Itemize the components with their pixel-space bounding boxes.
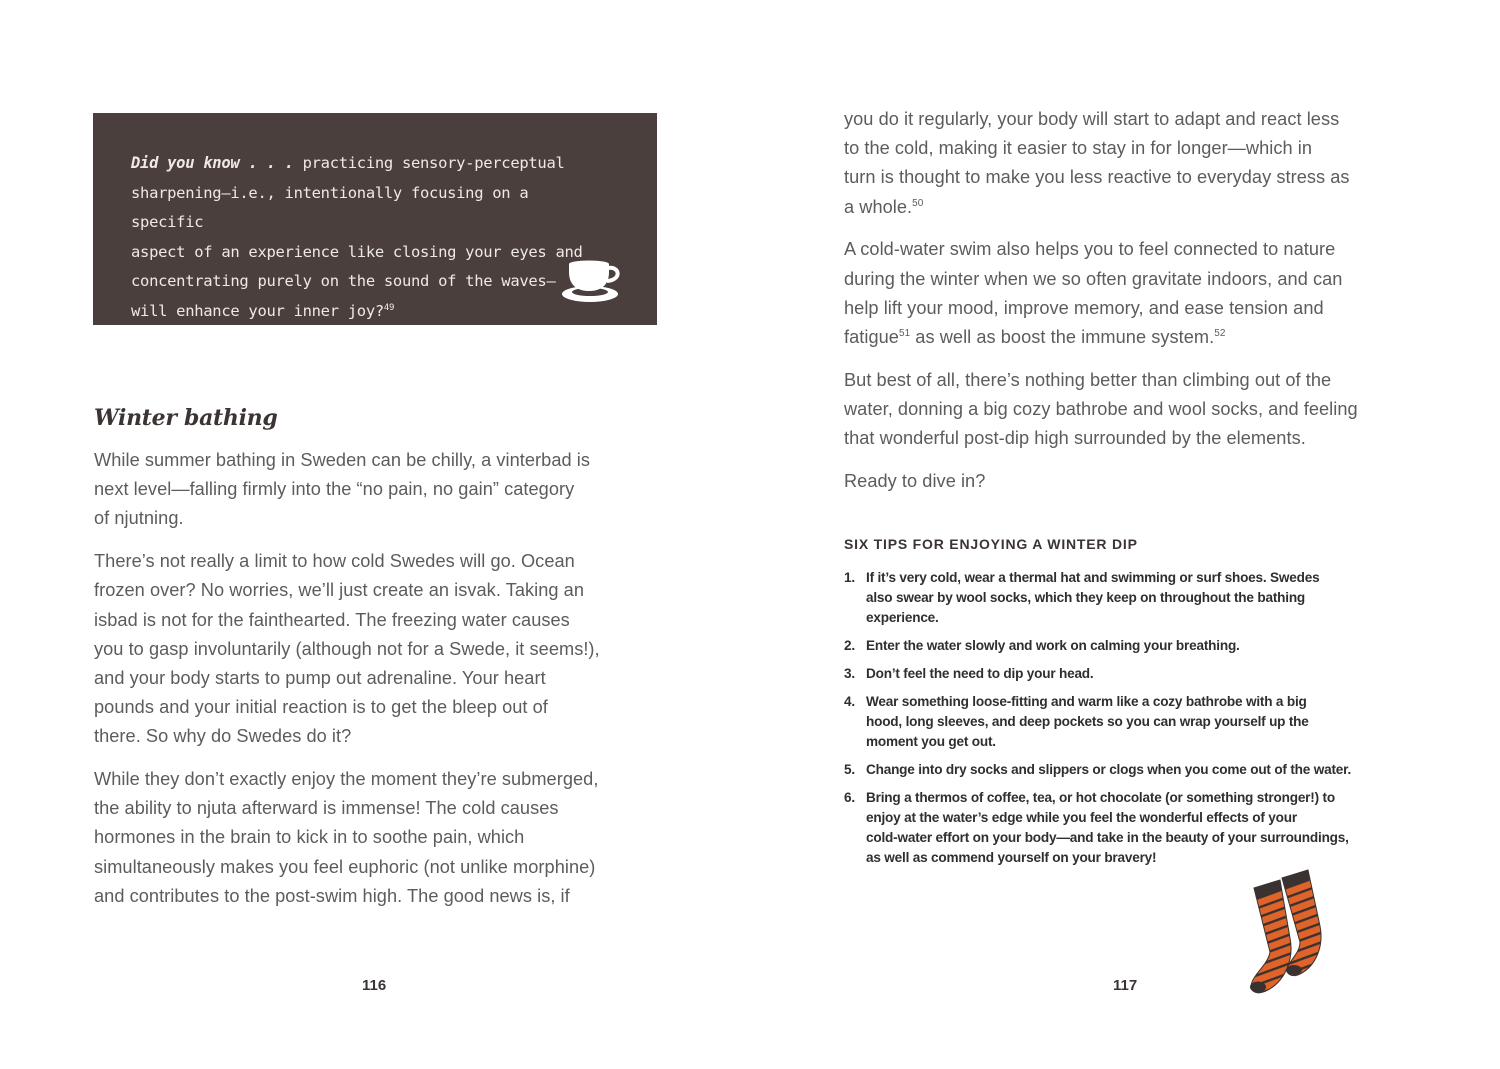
tip-line: enjoy at the water’s edge while you feel the wonderful effects of your	[866, 810, 1297, 825]
text-line: While summer bathing in Sweden can be chilly, a vinterbad is	[94, 450, 590, 470]
tips-heading: SIX TIPS FOR ENJOYING A WINTER DIP	[844, 536, 1138, 552]
tip-number: 5.	[844, 762, 855, 777]
footnote-marker: 49	[383, 302, 395, 313]
text-line: While they don’t exactly enjoy the moment they’re submerged,	[94, 769, 599, 790]
tip-item	[844, 664, 1414, 684]
did-you-know-lead: Did you know . . .	[131, 154, 294, 172]
did-you-know-line: will enhance your inner joy?	[131, 301, 384, 320]
tip-line: experience.	[866, 610, 939, 625]
text-line: next level—falling firmly into the “no pain, no gain” category	[94, 479, 575, 500]
page-number: 116	[362, 977, 387, 994]
text-line: as well as boost the immune system.	[910, 326, 1215, 347]
text-line: there. So why do Swedes do it?	[94, 726, 352, 747]
did-you-know-line: practicing sensory-perceptual	[293, 154, 565, 172]
text-line: during the winter when we so often gravitate indoors, and can	[844, 268, 1343, 289]
tip-line: Change into dry socks and slippers or clogs when you come out of the water.	[866, 762, 1352, 777]
footnote-marker: 51	[898, 327, 911, 339]
did-you-know-line: concentrating purely on the sound of the waves—	[131, 272, 556, 290]
text-line: the ability to njuta afterward is immense! The cold causes	[94, 798, 559, 819]
paragraph	[844, 366, 1408, 454]
text-line: isbad is not for the fainthearted. The freezing water causes	[94, 609, 570, 630]
text-line: turn is thought to make you less reactive to everyday stress as	[844, 167, 1350, 188]
tip-line: hood, long sleeves, and deep pockets so you can wrap yourself up the	[866, 714, 1309, 729]
text-line: pounds and your initial reaction is to get the bleep out of	[94, 697, 548, 718]
text-line: But best of all, there’s nothing better than climbing out of the	[844, 369, 1332, 390]
text-line: to the cold, making it easier to stay in for longer—which in	[844, 138, 1313, 159]
paragraph	[94, 765, 658, 911]
text-line: There’s not really a limit to how cold Swedes will go. Ocean	[94, 551, 575, 572]
text-line: hormones in the brain to kick in to soothe pain, which	[94, 827, 525, 848]
tip-number: 1.	[844, 570, 855, 585]
wool-socks-icon	[1238, 866, 1338, 1000]
paragraph	[844, 235, 1408, 352]
text-line: and contributes to the post-swim high. The good news is, if	[94, 885, 570, 906]
text-line: you do it regularly, your body will start to adapt and react less	[844, 109, 1340, 129]
tip-line: Bring a thermos of coffee, tea, or hot chocolate (or something stronger!) to	[866, 790, 1335, 805]
text-line: help lift your mood, improve memory, and ease tension and	[844, 297, 1324, 318]
tip-line: also swear by wool socks, which they keep on throughout the bathing	[866, 590, 1306, 605]
paragraph	[94, 446, 658, 534]
tip-number: 2.	[844, 638, 855, 653]
section-title: Winter bathing	[94, 405, 278, 431]
text-line: fatigue	[844, 326, 899, 347]
left-body	[94, 446, 658, 925]
tip-line: Enter the water slowly and work on calming your breathing.	[866, 638, 1240, 653]
tip-number: 4.	[844, 694, 855, 709]
text-line: and your body starts to pump out adrenaline. Your heart	[94, 667, 546, 688]
did-you-know-line: aspect of an experience like closing your eyes and	[131, 242, 583, 261]
teacup-icon	[560, 254, 624, 306]
right-page	[750, 0, 1500, 1069]
tip-line: Don’t feel the need to dip your head.	[866, 666, 1094, 681]
tip-number: 6.	[844, 790, 855, 805]
footnote-marker: 50	[912, 197, 924, 209]
text-line: you to gasp involuntarily (although not for a Swede, it seems!),	[94, 638, 600, 659]
text-line: that wonderful post-dip high surrounded by the elements.	[844, 428, 1306, 449]
text-line: water, donning a big cozy bathrobe and wool socks, and feeling	[844, 398, 1358, 419]
did-you-know-text	[131, 149, 597, 326]
text-line: simultaneously makes you feel euphoric (not unlike morphine)	[94, 856, 596, 877]
tip-item	[844, 692, 1414, 752]
tip-line: If it’s very cold, wear a thermal hat and swimming or surf shoes. Swedes	[866, 570, 1320, 585]
tip-item	[844, 636, 1414, 656]
paragraph	[94, 547, 658, 751]
page-number: 117	[1113, 977, 1138, 994]
text-line: of njutning.	[94, 508, 184, 529]
did-you-know-line: sharpening—i.e., intentionally focusing on a specific	[131, 183, 529, 231]
paragraph: Ready to dive in?	[844, 470, 986, 491]
tip-item	[844, 760, 1414, 780]
tips-list	[844, 568, 1414, 876]
tip-line: Wear something loose-fitting and warm like a cozy bathrobe with a big	[866, 694, 1307, 709]
tip-item	[844, 788, 1414, 868]
tip-item	[844, 568, 1414, 628]
tip-number: 3.	[844, 666, 855, 681]
tip-line: moment you get out.	[866, 734, 996, 749]
paragraph	[844, 105, 1408, 222]
tip-line: cold-water effort on your body—and take in the beauty of your surroundings,	[866, 830, 1349, 845]
right-body	[844, 105, 1408, 509]
text-line: frozen over? No worries, we’ll just create an isvak. Taking an	[94, 580, 585, 601]
footnote-marker: 52	[1214, 327, 1226, 339]
text-line: A cold-water swim also helps you to feel connected to nature	[844, 239, 1336, 260]
tip-line: as well as commend yourself on your bravery!	[866, 850, 1157, 865]
text-line: a whole.	[844, 196, 913, 217]
